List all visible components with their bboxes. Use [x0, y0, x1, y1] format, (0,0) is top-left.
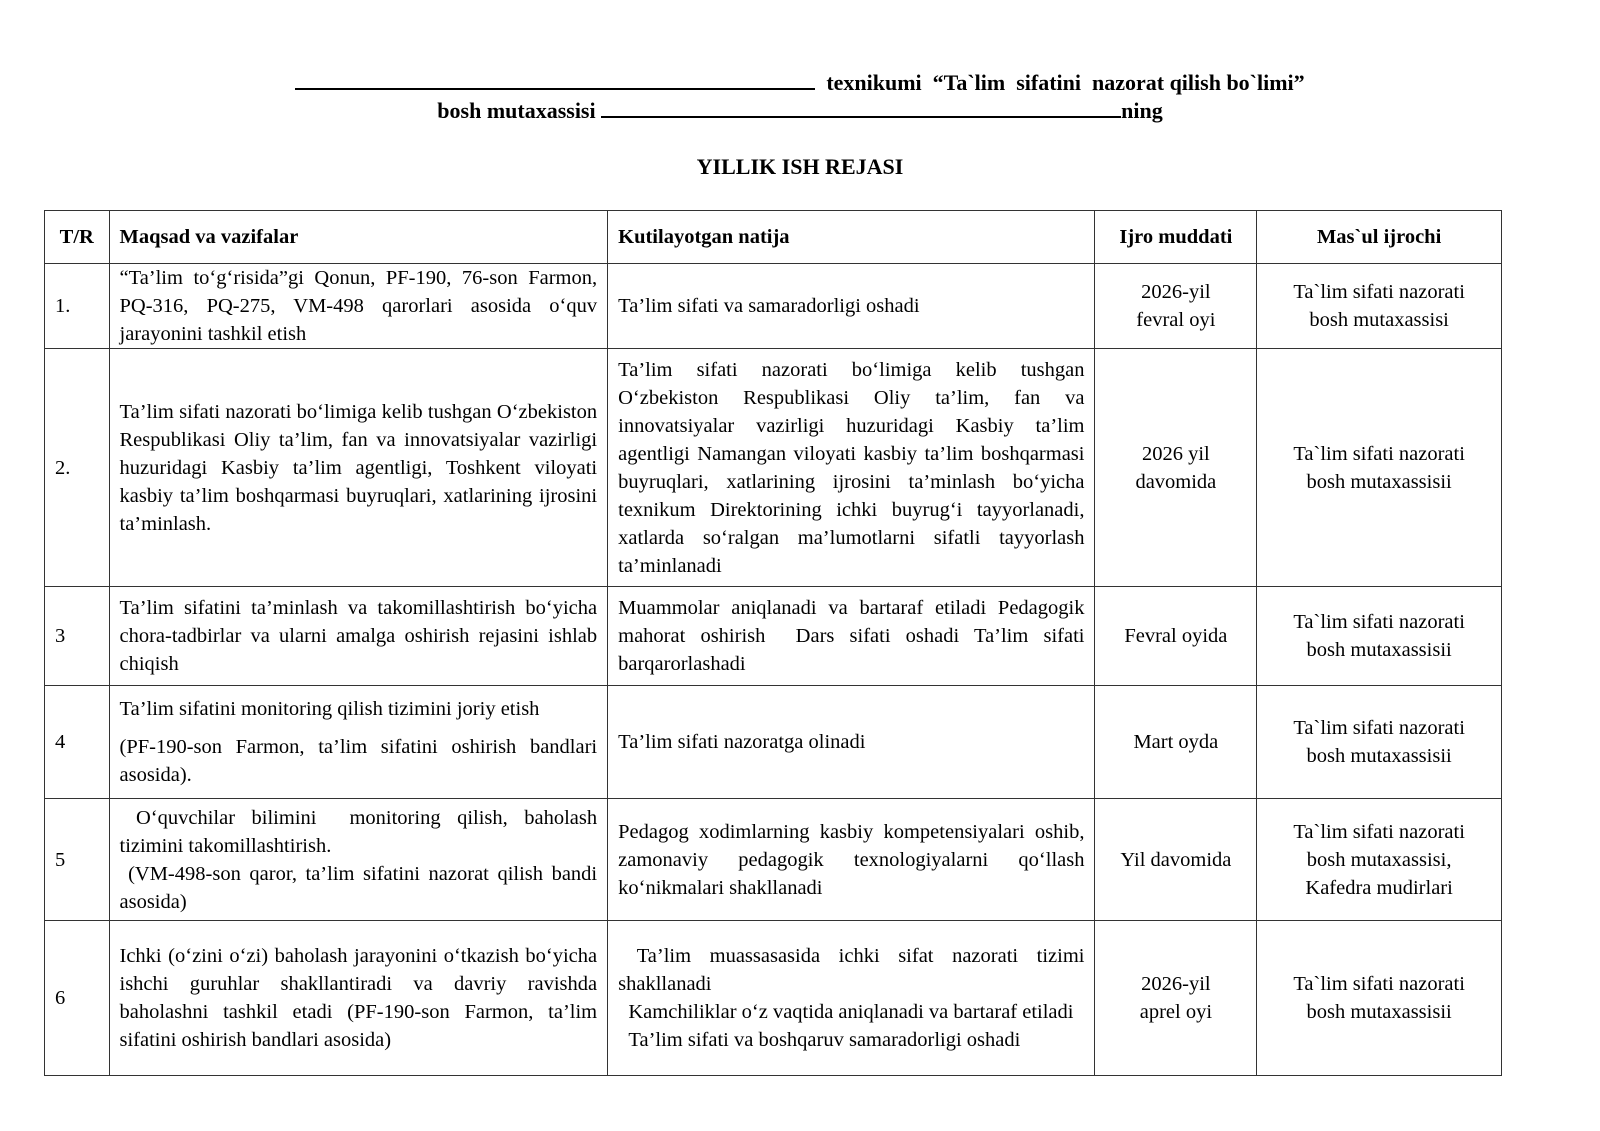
deadline-text: 2026 yil [1141, 442, 1210, 465]
task-cell [109, 587, 608, 686]
responsible-text: Ta`lim sifati nazorati [1293, 973, 1465, 995]
result-text: Kamchiliklar o‘z vaqtida aniqlanadi va bartaraf etiladi [618, 1001, 1074, 1023]
responsible-text: bosh mutaxassisii [1306, 639, 1452, 661]
result-text: Pedagog xodimlarning kasbiy kompetensiyalari oshib, zamonaviy pedagogik texnologiyalarni qo‘llash ko‘nikmalari shakllanadi [618, 820, 1090, 899]
deadline-text: Yil davomida [1120, 848, 1232, 871]
blank-line-technikum [295, 70, 815, 90]
table-row [45, 587, 1502, 686]
responsible-text: Ta`lim sifati nazorati [1293, 442, 1465, 465]
expected-result-cell [608, 686, 1095, 799]
result-text: Muammolar aniqlanadi va bartaraf etiladi Pedagogik mahorat oshirish Dars sifati oshadi Ta’lim sifati barqarorlashadi [618, 597, 1090, 675]
responsible-text: Ta`lim sifati nazorati [1293, 820, 1465, 843]
task-text: O‘quvchilar bilimini monitoring qilish, baholash tizimini takomillashtirish. [119, 806, 603, 857]
deadline-cell [1095, 921, 1257, 1076]
task-cell [109, 686, 608, 799]
table-row [45, 799, 1502, 921]
row-number-cell: 1. [45, 264, 110, 349]
result-text: Ta’lim sifati nazorati bo‘limiga kelib tushgan O‘zbekiston Respublikasi Oliy ta’lim, fan va innovatsiyalar vazirligi huzuridagi Kasbiy ta’lim agentligi Namangan viloyati kasbiy ta’lim boshqarmasi buyruqlari, xatlarining ijrosini ta’minlash bo‘yicha texnikum Direktorining ichki buyrug‘i tayyorlanadi, xatlarda so‘ralgan ma’lumotlarni sifatli tayyorlash ta’minlanadi [618, 358, 1090, 577]
column-header-number: T/R [45, 211, 110, 264]
responsible-cell [1257, 264, 1502, 349]
task-text: (VM-498-son qaror, ta’lim sifatini nazorat qilish bandi asosida) [119, 862, 603, 913]
responsible-cell [1257, 686, 1502, 799]
responsible-text: bosh mutaxassisii [1306, 1001, 1452, 1023]
column-header-expected-result: Kutilayotgan natija [608, 211, 1095, 264]
row-number-cell: 3 [45, 587, 110, 686]
result-text: Ta’lim sifati nazoratga olinadi [618, 731, 866, 753]
result-text: Ta’lim muassasasida ichki sifat nazorati tizimi shakllanadi [618, 945, 1090, 995]
deadline-text: davomida [1135, 470, 1217, 493]
responsible-text: Kafedra mudirlari [1305, 876, 1453, 899]
task-text: Ta’lim sifati nazorati bo‘limiga kelib tushgan O‘zbekiston Respublikasi Oliy ta’lim, fan va innovatsiyalar vazirligi huzuridagi Kasbiy ta’lim agentligi, Toshkent viloyati kasbiy ta’lim boshqarmasi buyruqlari, xatlarining ijrosini ta’minlash. [119, 400, 603, 535]
responsible-text: Ta`lim sifati nazorati [1293, 611, 1465, 633]
blank-line-name [601, 98, 1121, 118]
task-cell [109, 349, 608, 587]
responsible-text: Ta`lim sifati nazorati [1293, 717, 1465, 739]
responsible-cell [1257, 349, 1502, 587]
result-text: Ta’lim sifati va samaradorligi oshadi [618, 295, 920, 317]
deadline-text: Mart oyda [1133, 731, 1219, 753]
task-text: “Ta’lim to‘g‘risida”gi Qonun, PF-190, 76-son Farmon, PQ-316, PQ-275, VM-498 qarorlari asosida o‘quv jarayonini tashkil etish [119, 267, 603, 345]
header-line-2 [0, 98, 1600, 124]
task-cell [109, 799, 608, 921]
responsible-cell [1257, 799, 1502, 921]
expected-result-cell [608, 921, 1095, 1076]
expected-result-cell [608, 799, 1095, 921]
header-line-1-text: texnikumi “Ta`lim sifatini nazorat qilish bo`limi” [826, 70, 1305, 95]
expected-result-cell [608, 349, 1095, 587]
deadline-cell [1095, 686, 1257, 799]
deadline-text: fevral oyi [1136, 309, 1216, 331]
deadline-cell [1095, 587, 1257, 686]
deadline-cell [1095, 349, 1257, 587]
table-row [45, 921, 1502, 1076]
column-header-goals: Maqsad va vazifalar [109, 211, 608, 264]
table-header-row [45, 211, 1502, 264]
responsible-text: bosh mutaxassisi, [1306, 848, 1452, 871]
responsible-text: Ta`lim sifati nazorati [1293, 281, 1465, 303]
row-number-cell: 6 [45, 921, 110, 1076]
task-cell [109, 264, 608, 349]
expected-result-cell [608, 587, 1095, 686]
deadline-text: Fevral oyida [1124, 625, 1228, 647]
column-header-responsible: Mas`ul ijrochi [1257, 211, 1502, 264]
header-line-1 [0, 70, 1600, 96]
row-number-cell: 4 [45, 686, 110, 799]
deadline-cell [1095, 799, 1257, 921]
row-number-cell: 2. [45, 349, 110, 587]
header-line-2-suffix: ning [1121, 98, 1163, 123]
header-line-2-prefix: bosh mutaxassisi [437, 98, 602, 123]
table-row [45, 264, 1502, 349]
work-plan-table [44, 210, 1502, 1076]
deadline-text: aprel oyi [1139, 1001, 1213, 1023]
task-text: Ta’lim sifatini monitoring qilish tizimini joriy etish [119, 698, 540, 720]
result-text: Ta’lim sifati va boshqaruv samaradorligi oshadi [618, 1029, 1021, 1051]
table-row [45, 349, 1502, 587]
responsible-text: bosh mutaxassisii [1306, 470, 1452, 493]
responsible-text: bosh mutaxassisii [1306, 745, 1452, 767]
responsible-text: bosh mutaxassisi [1309, 309, 1449, 331]
document-title: YILLIK ISH REJASI [696, 154, 904, 179]
row-number-cell: 5 [45, 799, 110, 921]
deadline-cell [1095, 264, 1257, 349]
task-text: Ichki (o‘zini o‘zi) baholash jarayonini o‘tkazish bo‘yicha ishchi guruhlar shakllantiradi va davriy ravishda baholashni tashkil etadi (PF-190-son Farmon, ta’lim sifatini oshirish bandlari asosida) [119, 945, 603, 1051]
expected-result-cell [608, 264, 1095, 349]
deadline-text: 2026-yil [1141, 281, 1211, 303]
table-row [45, 686, 1502, 799]
task-cell [109, 921, 608, 1076]
responsible-cell [1257, 921, 1502, 1076]
column-header-deadline: Ijro muddati [1095, 211, 1257, 264]
task-text: Ta’lim sifatini ta’minlash va takomillashtirish bo‘yicha chora-tadbirlar va ularni amalga oshirish rejasini ishlab chiqish [119, 597, 603, 675]
table-body [45, 264, 1502, 1076]
deadline-text: 2026-yil [1141, 973, 1211, 995]
task-text: (PF-190-son Farmon, ta’lim sifatini oshirish bandlari asosida). [119, 736, 603, 786]
responsible-cell [1257, 587, 1502, 686]
